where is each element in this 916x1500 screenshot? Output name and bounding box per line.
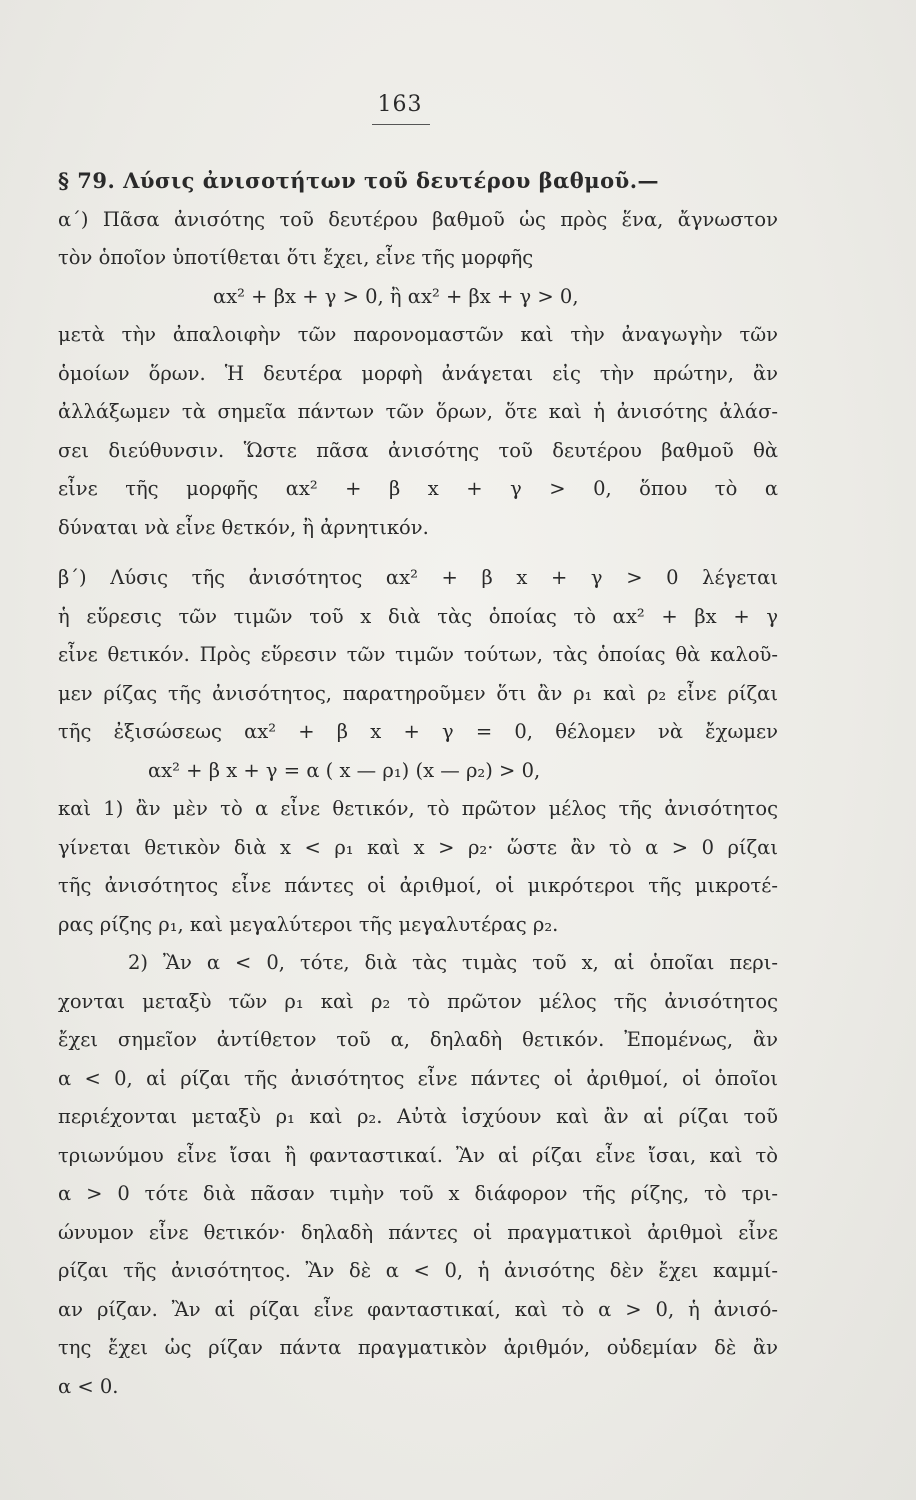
formula-line: αx² + β x + γ = α ( x — ρ₁) (x — ρ₂) > 0, [148,758,541,782]
text-line: μετὰ τὴν ἀπαλοιφὴν τῶν παρονομαστῶν καὶ τὴν ἀναγωγὴν τῶν [58,323,778,346]
text-line: περιέχονται μεταξὺ ρ₁ καὶ ρ₂. Αὐτὰ ἰσχύουν καὶ ἂν αἱ ρίζαι τοῦ [58,1105,778,1128]
text-line: ρας ρίζης ρ₁, καὶ μεγαλύτεροι τῆς μεγαλυτέρας ρ₂. [58,912,559,936]
text-line: γίνεται θετικὸν διὰ x < ρ₁ καὶ x > ρ₂· ὥστε ἂν τὸ α > 0 ρίζαι [58,835,778,859]
text-line: εἶνε τῆς μορφῆς αx² + β x + γ > 0, ὅπου τὸ α [58,477,778,500]
text-line: σει διεύθυνσιν. Ὥστε πᾶσα ἀνισότης τοῦ δευτέρου βαθμοῦ θὰ [58,438,778,462]
text-line: 2) Ἂν α < 0, τότε, διὰ τὰς τιμὰς τοῦ x, αἱ ὁποῖαι περι- [128,951,778,974]
page-text [58,162,778,1406]
formula-line: αx² + βx + γ > 0, ἢ αx² + βx + γ > 0, [213,284,579,308]
text-line: ἀλλάξωμεν τὰ σημεῖα πάντων τῶν ὅρων, ὅτε καὶ ἡ ἀνισότης ἀλάσ- [58,400,778,423]
text-line: εἶνε θετικόν. Πρὸς εὕρεσιν τῶν τιμῶν τούτων, τὰς ὁποίας θὰ καλοῦ- [58,643,778,666]
text-line: αν ρίζαν. Ἂν αἱ ρίζαι εἶνε φανταστικαί, καὶ τὸ α > 0, ἡ ἀνισό- [58,1297,778,1321]
text-line: ρίζαι τῆς ἀνισότητος. Ἂν δὲ α < 0, ἡ ἀνισότης δὲν ἔχει καμμί- [58,1259,778,1282]
text-line: ὁμοίων ὅρων. Ἡ δευτέρα μορφὴ ἀνάγεται εἰς τὴν πρώτην, ἂν [58,361,778,385]
text-line: ἡ εὕρεσις τῶν τιμῶν τοῦ x διὰ τὰς ὁποίας τὸ αx² + βx + γ [58,604,778,628]
text-line: ώνυμον εἶνε θετικόν· δηλαδὴ πάντες οἱ πραγματικοὶ ἀριθμοὶ εἶνε [58,1220,778,1244]
text-line: μεν ρίζας τῆς ἀνισότητος, παρατηροῦμεν ὅτι ἂν ρ₁ καὶ ρ₂ εἶνε ρίζαι [58,681,778,705]
text-line: τὸν ὁποῖον ὑποτίθεται ὅτι ἔχει, εἶνε τῆς μορφῆς [58,246,534,269]
text-line: α΄) Πᾶσα ἀνισότης τοῦ δευτέρου βαθμοῦ ὡς πρὸς ἕνα, ἄγνωστον [58,207,778,231]
text-line: δύναται νὰ εἶνε θετκόν, ἢ ἀρνητικόν. [58,515,429,539]
text-line: α > 0 τότε διὰ πᾶσαν τιμὴν τοῦ x διάφορον τῆς ρίζης, τὸ τρι- [58,1182,778,1205]
subsection-line: β΄) Λύσις τῆς ἀνισότητος αx² + β x + γ > 0 λέγεται [58,566,778,589]
page-number-rule [372,124,430,125]
page-number: 163 [377,92,423,117]
text-line: της ἔχει ὡς ρίζαν πάντα πραγματικὸν ἀριθμόν, οὐδεμίαν δὲ ἂν [58,1336,778,1359]
section-heading: § 79. Λύσις ἀνισοτήτων τοῦ δευτέρου βαθμοῦ.— [58,168,660,193]
text-line: καὶ 1) ἂν μὲν τὸ α εἶνε θετικόν, τὸ πρῶτον μέλος τῆς ἀνισότητος [58,797,778,820]
text-line: ἔχει σημεῖον ἀντίθετον τοῦ α, δηλαδὴ θετικόν. Ἐπομένως, ἂν [58,1028,778,1051]
text-line: τριωνύμου εἶνε ἴσαι ἢ φανταστικαί. Ἂν αἱ ρίζαι εἶνε ἴσαι, καὶ τὸ [58,1143,778,1167]
text-line: χονται μεταξὺ τῶν ρ₁ καὶ ρ₂ τὸ πρῶτον μέλος τῆς ἀνισότητος [58,989,778,1013]
text-line: τῆς ἀνισότητος εἶνε πάντες οἱ ἀριθμοί, οἱ μικρότεροι τῆς μικροτέ- [58,874,778,897]
text-line: α < 0. [58,1374,119,1398]
text-line: τῆς ἐξισώσεως αx² + β x + γ = 0, θέλομεν νὰ ἔχωμεν [58,720,778,743]
text-line: α < 0, αἱ ρίζαι τῆς ἀνισότητος εἶνε πάντες οἱ ἀριθμοί, οἱ ὁποῖοι [58,1066,778,1090]
